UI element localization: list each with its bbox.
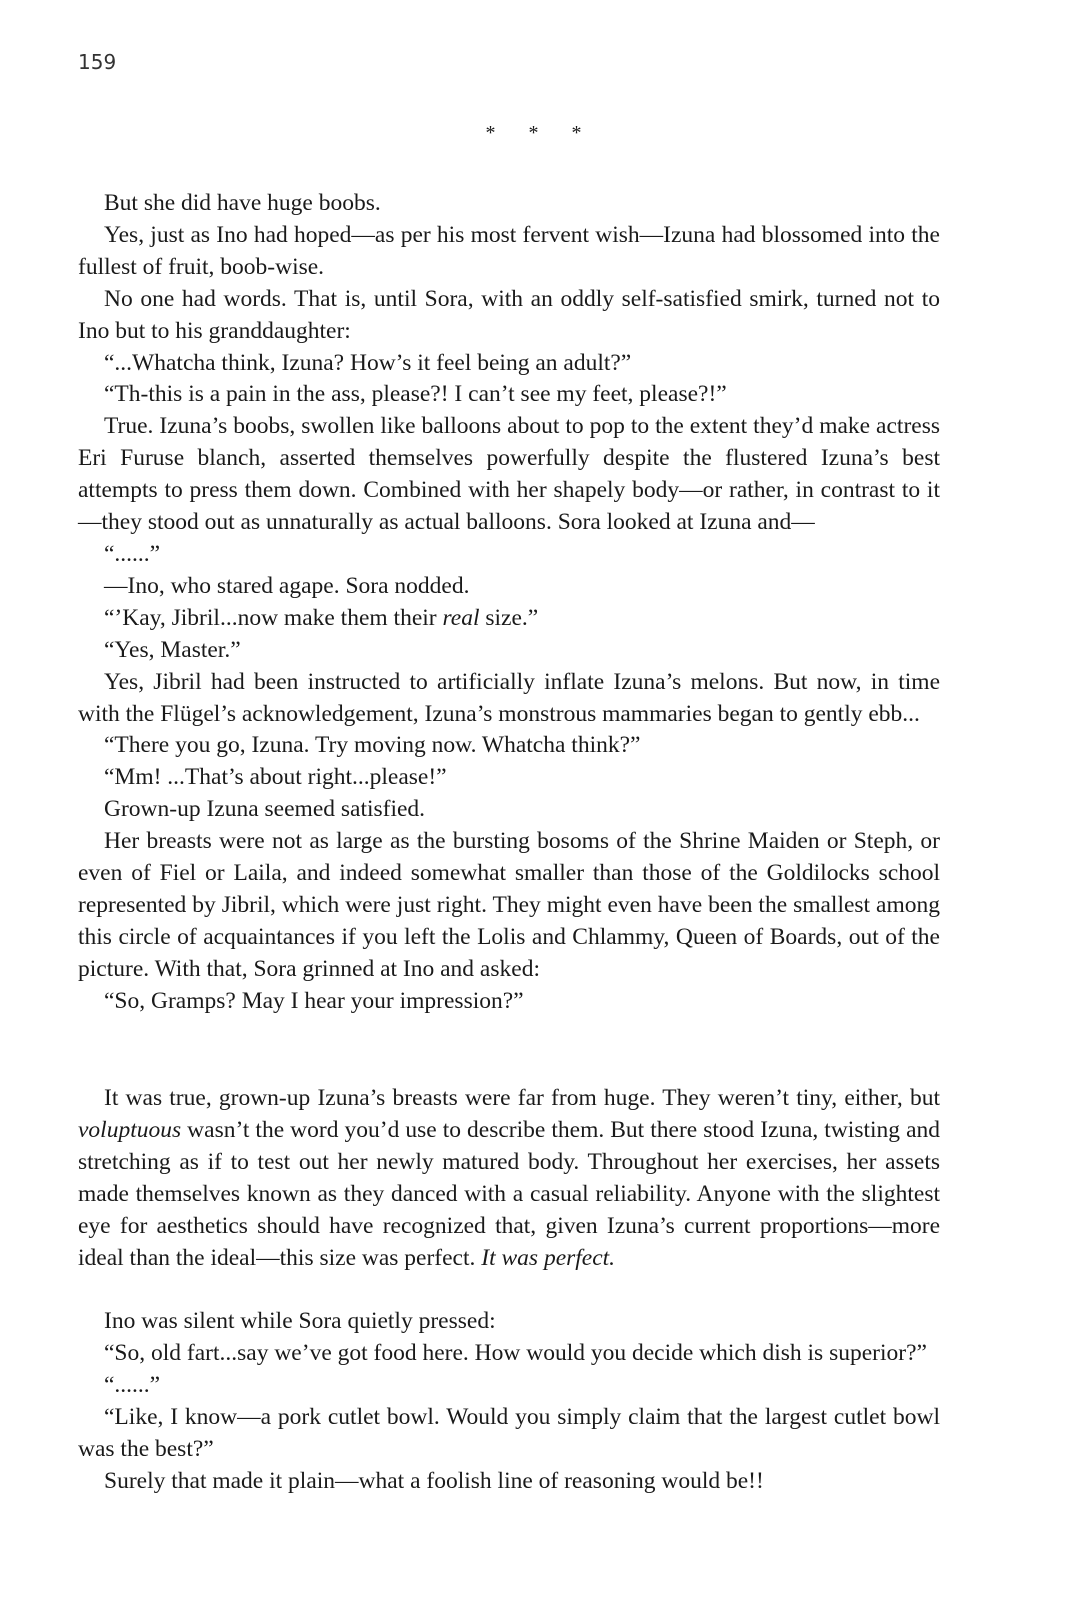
text-run: size.” <box>479 604 539 631</box>
text-run: wasn’t the word you’d use to describe them. But there stood Izuna, twisting and stretching as if to test out her newly matured body. Throughout her exercises, her assets made themselves known as they danced with a casual reliability. Anyone with the slightest eye for aesthetics should have recognized that, given Izuna’s current proportions—more ideal than the ideal—this size was perfect. <box>78 1116 940 1271</box>
dialogue-line: “......” <box>104 1371 161 1398</box>
paragraph: Grown-up Izuna seemed satisfied. <box>104 796 426 823</box>
dialogue-line: “So, old fart...say we’ve got food here. How would you decide which dish is superior?” <box>104 1339 927 1366</box>
dialogue-line: “Yes, Master.” <box>104 636 241 663</box>
text-run: “’Kay, Jibril...now make them their <box>104 604 443 631</box>
text-block-2 <box>78 1083 940 1274</box>
paragraph: Ino was silent while Sora quietly pressed: <box>104 1308 496 1334</box>
text-block-3 <box>78 1306 940 1497</box>
emphasis-text: real <box>442 604 480 631</box>
emphasis-text: It was perfect. <box>481 1244 616 1271</box>
dialogue-line: “......” <box>104 540 161 567</box>
paragraph: But she did have huge boobs. <box>104 190 381 216</box>
paragraph: Yes, just as Ino had hoped—as per his most fervent wish—Izuna had blossomed into the fullest of fruit, boob-wise. <box>78 221 940 280</box>
dialogue-line: “Mm! ...That’s about right...please!” <box>104 764 447 791</box>
section-break: * * * <box>485 122 596 144</box>
paragraph: Surely that made it plain—what a foolish line of reasoning would be!! <box>104 1467 764 1494</box>
dialogue-line: “There you go, Izuna. Try moving now. Whatcha think?” <box>104 732 641 759</box>
text-block-1 <box>78 188 940 1018</box>
emphasis-text: voluptuous <box>78 1116 182 1143</box>
paragraph: True. Izuna’s boobs, swollen like balloons about to pop to the extent they’d make actress Eri Furuse blanch, asserted themselves powerfully despite the flustered Izuna’s best attempts to press them down. Combined with her shapely body—or rather, in contrast to it—they stood out as unnaturally as actual balloons. Sora looked at Izuna and— <box>78 413 940 536</box>
dialogue-line: “...Whatcha think, Izuna? How’s it feel being an adult?” <box>104 349 632 376</box>
paragraph: Her breasts were not as large as the bursting bosoms of the Shrine Maiden or Steph, or even of Fiel or Laila, and indeed somewhat smaller than those of the Goldilocks school represented by Jibril, which were just right. They might even have been the smallest among this circle of acquaintances if you left the Lolis and Chlammy, Queen of Boards, out of the picture. With that, Sora grinned at Ino and asked: <box>78 828 940 982</box>
text-run: It was true, grown-up Izuna’s breasts were far from huge. They weren’t tiny, either, but <box>104 1085 940 1111</box>
dialogue-line: “So, Gramps? May I hear your impression?” <box>104 987 524 1014</box>
paragraph <box>78 1083 940 1274</box>
dialogue-line <box>78 603 940 635</box>
dialogue-line: “Like, I know—a pork cutlet bowl. Would you simply claim that the largest cutlet bowl was the best?” <box>78 1403 940 1462</box>
paragraph: Yes, Jibril had been instructed to artificially inflate Izuna’s melons. But now, in time with the Flügel’s acknowledgement, Izuna’s monstrous mammaries began to gently ebb... <box>78 668 940 727</box>
paragraph: No one had words. That is, until Sora, with an oddly self-satisfied smirk, turned not to Ino but to his granddaughter: <box>78 285 940 344</box>
page-number: 159 <box>78 50 117 74</box>
paragraph: —Ino, who stared agape. Sora nodded. <box>104 572 470 599</box>
dialogue-line: “Th-this is a pain in the ass, please?! I can’t see my feet, please?!” <box>104 381 727 408</box>
